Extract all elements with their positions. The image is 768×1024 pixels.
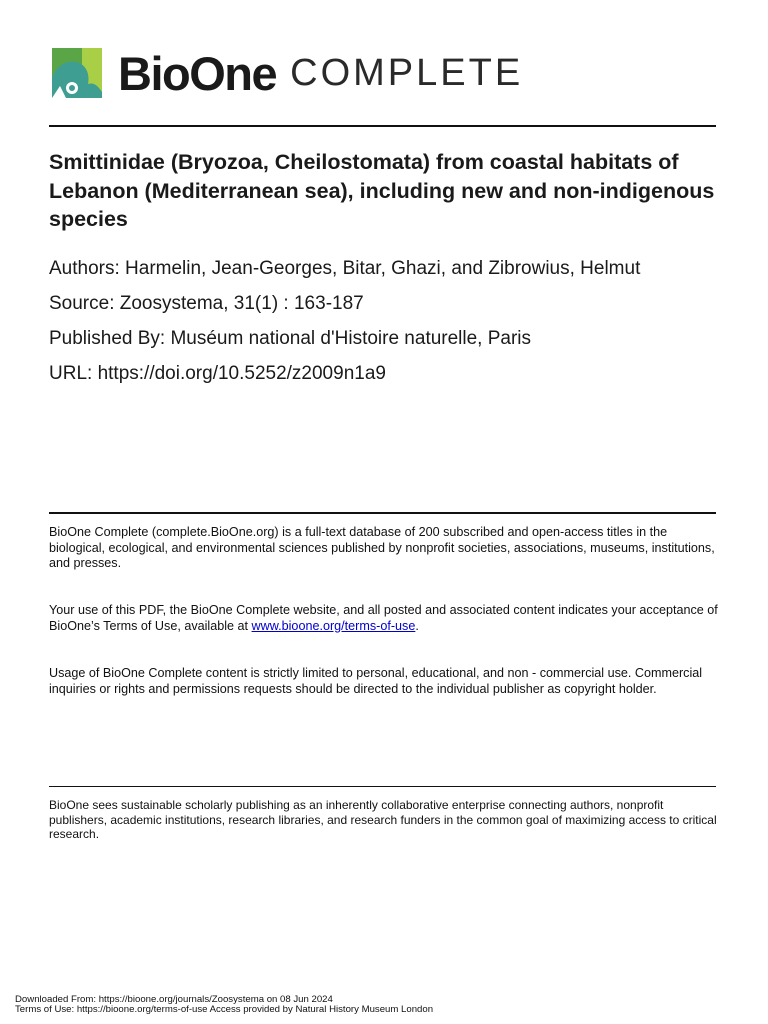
logo-text-complete: COMPLETE: [290, 52, 524, 94]
article-source: Source: Zoosystema, 31(1) : 163-187: [49, 293, 364, 314]
terms-notice-end: .: [415, 618, 419, 633]
bioone-complete-logo: [52, 47, 523, 99]
bioone-logo-icon: [52, 48, 102, 98]
header-divider: [49, 125, 716, 127]
article-publisher: Published By: Muséum national d'Histoire naturelle, Paris: [49, 328, 532, 349]
mission-divider: [49, 786, 716, 787]
logo-text-bioone: BioOne: [118, 46, 277, 100]
article-authors: Authors: Harmelin, Jean-Georges, Bitar, Ghazi, and Zibrowius, Helmut: [49, 258, 641, 279]
article-title: Smittinidae (Bryozoa, Cheilostomata) from coastal habitats of Lebanon (Mediterranean sea), including new and non-indigenous species: [49, 150, 715, 231]
usage-notice: Usage of BioOne Complete content is strictly limited to personal, educational, and non - commercial use. Commercial inquiries or rights and permissions requests should be directed to the individual publisher as copyright holder.: [49, 666, 703, 696]
mission-statement: BioOne sees sustainable scholarly publishing as an inherently collaborative enterprise connecting authors, nonprofit publishers, academic institutions, research libraries, and research funders in the common goal of maximizing access to critical research.: [49, 798, 717, 841]
article-url[interactable]: URL: https://doi.org/10.5252/z2009n1a9: [49, 363, 386, 384]
download-info: Downloaded From: https://bioone.org/journals/Zoosystema on 08 Jun 2024: [15, 994, 333, 1005]
terms-info: Terms of Use: https://bioone.org/terms-of-use Access provided by Natural History Museum London: [15, 1004, 434, 1015]
database-description: BioOne Complete (complete.BioOne.org) is a full-text database of 200 subscribed and open-access titles in the biological, ecological, and environmental sciences published by nonprofit societies, associations, museums, institutions, and presses.: [49, 525, 715, 570]
terms-of-use-link[interactable]: www.bioone.org/terms-of-use: [251, 618, 416, 633]
notice-divider: [49, 512, 716, 514]
terms-notice-text: Your use of this PDF, the BioOne Complete website, and all posted and associated content indicates your acceptance of BioOne’s Terms of Use, available at: [49, 603, 718, 633]
terms-notice: [49, 603, 719, 634]
